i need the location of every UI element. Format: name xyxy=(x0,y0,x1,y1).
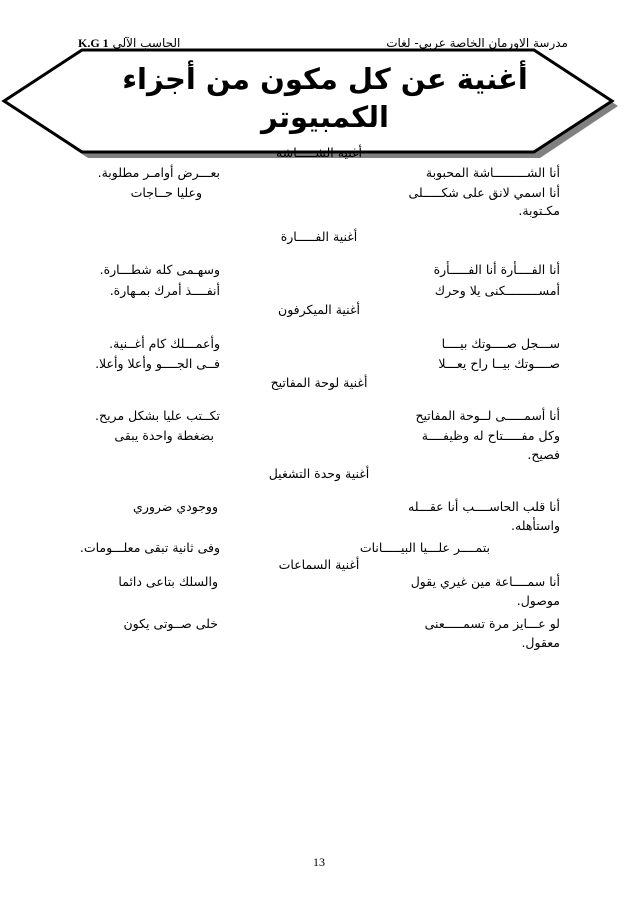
song-line: والسلك بتاعى دائما xyxy=(118,574,218,589)
song-line: صــــوتك بيــا راح يعـــلا xyxy=(438,356,560,371)
song-line: أنا اسمي لانق على شكـــــلى xyxy=(408,185,560,200)
song-line: تكــتب عليا بشكل مريح. xyxy=(95,408,220,423)
song-line: ســـجل صــــوتك بيــــا xyxy=(441,336,560,351)
grade-label: K.G 1 xyxy=(78,36,109,50)
song-line: وكل مفـــــتاح له وظيفــــة xyxy=(421,428,560,443)
song-line: بتمــــر علـــيا البيـــــانات xyxy=(359,540,490,555)
song-line: وأعمـــلك كام أغــنية. xyxy=(109,336,220,351)
song-line: وسهـمى كله شطـــارة. xyxy=(99,262,220,277)
banner-line-2: الكمبيوتر xyxy=(261,100,389,134)
song-line: بعـــرض أوامـر مطلوبة. xyxy=(97,165,220,180)
song-line: أنا أسمـــــى لــوحة المفاتيح xyxy=(415,408,560,423)
song-line: أنفــــذ أمرك بمـهارة. xyxy=(109,283,220,298)
song-line: أنا الشـــــــــاشة المحبوبة xyxy=(425,165,560,180)
song-title: أغنية الميكرفون xyxy=(278,302,360,317)
song-line: فــى الجــــو وأعلا وأعلا. xyxy=(95,356,220,371)
school-name: مدرسة الاورمان الخاصة عربي- لغات xyxy=(386,36,568,50)
page-number: 13 xyxy=(313,855,325,869)
song-line-tail: مكـتوبة. xyxy=(518,203,560,218)
song-line: بضغطة واحدة يبقى xyxy=(114,428,214,443)
song-line: أمســـــــــكنى يلا وحرك xyxy=(434,283,560,298)
song-line: خلى صــوتى يكون xyxy=(123,616,218,631)
song-line-tail: واستأهله. xyxy=(511,518,560,533)
song-line: لو عـــايز مرة تسمـــــعنى xyxy=(424,616,560,631)
song-title: أغنية الفـــــارة xyxy=(280,229,358,244)
song-line: وعليا حــاجات xyxy=(130,185,202,200)
banner-line-1: أغنية عن كل مكون من أجزاء xyxy=(122,62,528,96)
song-line-tail: موصول. xyxy=(516,593,560,608)
song-title: أغنية وحدة التشغيل xyxy=(268,466,370,481)
song-title: أغنية لوحة المفاتيح xyxy=(270,375,368,390)
song-line-tail: فصيح. xyxy=(527,447,560,462)
song-line: أنا قلب الحاســــب أنا عقـــله xyxy=(408,499,560,514)
song-title: أغنية الشـــــاشة xyxy=(276,145,362,160)
song-line: أنا سمــــاعة مين غيري يقول xyxy=(410,574,560,589)
song-line: أنا الفــــأرة أنا الفـــــأرة xyxy=(433,262,560,277)
song-title: أغنية السماعات xyxy=(278,557,360,572)
song-line-tail: معقول. xyxy=(521,635,560,650)
subject-name: الحاسب الآلى xyxy=(112,36,181,50)
song-line: ووجودي ضروري xyxy=(133,499,218,514)
song-line: وفى ثانية تبقى معلـــومات. xyxy=(79,540,220,555)
